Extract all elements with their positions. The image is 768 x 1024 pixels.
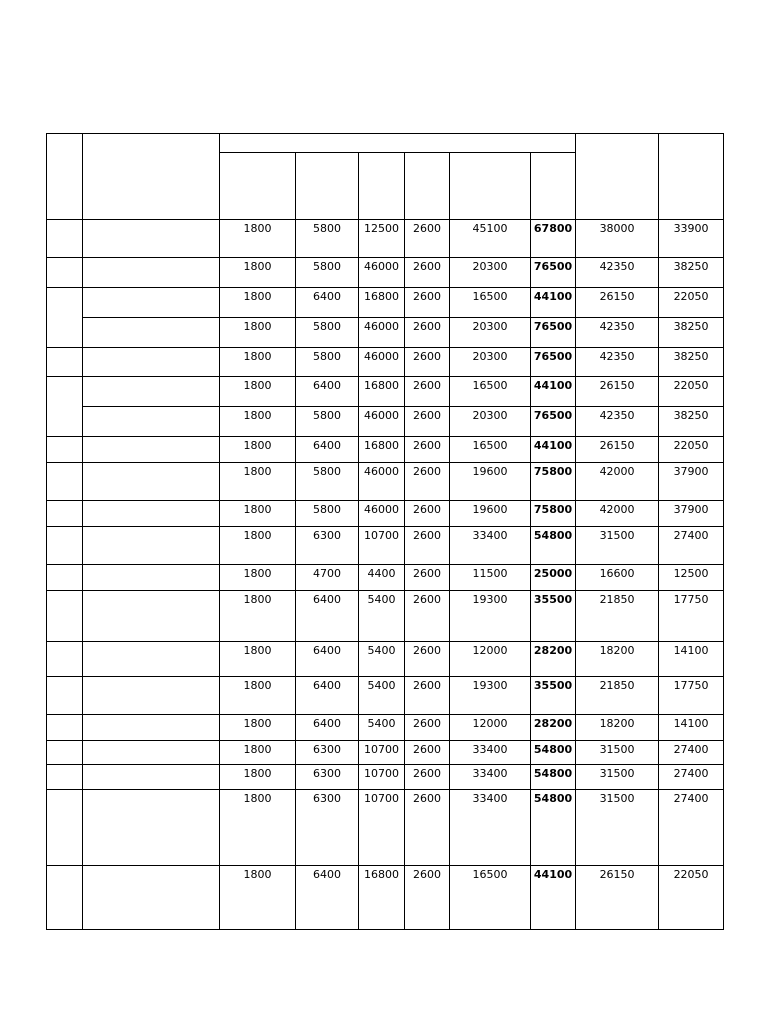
name-cell xyxy=(83,463,220,501)
serial-cell xyxy=(47,437,83,463)
value-cell: 22050 xyxy=(659,377,724,407)
value-cell: 27400 xyxy=(659,741,724,765)
serial-cell xyxy=(47,348,83,377)
name-cell xyxy=(83,642,220,677)
value-cell: 6400 xyxy=(296,677,359,715)
value-cell: 2600 xyxy=(405,407,450,437)
value-cell: 2600 xyxy=(405,463,450,501)
value-cell: 46000 xyxy=(359,348,405,377)
subheader-cell xyxy=(359,153,405,220)
value-cell: 2600 xyxy=(405,591,450,642)
total-cell: 44100 xyxy=(531,437,576,463)
value-cell: 6400 xyxy=(296,642,359,677)
name-cell xyxy=(83,765,220,790)
value-cell: 5800 xyxy=(296,463,359,501)
subheader-cell xyxy=(405,153,450,220)
value-cell: 18200 xyxy=(576,715,659,741)
table-row xyxy=(47,501,724,527)
value-cell: 26150 xyxy=(576,377,659,407)
value-cell: 2600 xyxy=(405,220,450,258)
value-cell: 42350 xyxy=(576,258,659,288)
value-cell: 1800 xyxy=(220,527,296,565)
value-cell: 20300 xyxy=(450,407,531,437)
value-cell: 2600 xyxy=(405,677,450,715)
value-cell: 16800 xyxy=(359,377,405,407)
name-cell xyxy=(83,407,220,437)
value-cell: 1800 xyxy=(220,866,296,930)
value-cell: 5800 xyxy=(296,407,359,437)
name-cell xyxy=(83,866,220,930)
value-cell: 1800 xyxy=(220,437,296,463)
value-cell: 27400 xyxy=(659,765,724,790)
table-row xyxy=(47,407,724,437)
value-cell: 22050 xyxy=(659,288,724,318)
table-row xyxy=(47,790,724,866)
name-cell xyxy=(83,715,220,741)
value-cell: 5800 xyxy=(296,348,359,377)
value-cell: 27400 xyxy=(659,790,724,866)
value-cell: 12000 xyxy=(450,642,531,677)
value-cell: 2600 xyxy=(405,348,450,377)
value-cell: 6400 xyxy=(296,377,359,407)
table-body xyxy=(47,134,724,930)
value-cell: 6300 xyxy=(296,790,359,866)
value-cell: 38250 xyxy=(659,258,724,288)
subheader-cell xyxy=(296,153,359,220)
serial-cell xyxy=(47,790,83,866)
name-cell xyxy=(83,591,220,642)
value-cell: 16500 xyxy=(450,377,531,407)
value-cell: 2600 xyxy=(405,790,450,866)
name-cell xyxy=(83,527,220,565)
total-cell: 28200 xyxy=(531,715,576,741)
value-cell: 5800 xyxy=(296,501,359,527)
value-cell: 1800 xyxy=(220,288,296,318)
value-cell: 2600 xyxy=(405,501,450,527)
name-cell xyxy=(83,348,220,377)
value-cell: 5400 xyxy=(359,642,405,677)
value-cell: 12500 xyxy=(659,565,724,591)
value-cell: 42350 xyxy=(576,348,659,377)
value-cell: 17750 xyxy=(659,677,724,715)
value-cell: 33400 xyxy=(450,790,531,866)
total-cell: 35500 xyxy=(531,591,576,642)
serial-cell xyxy=(47,288,83,348)
value-cell: 2600 xyxy=(405,288,450,318)
value-cell: 38250 xyxy=(659,348,724,377)
value-cell: 2600 xyxy=(405,527,450,565)
total-cell: 54800 xyxy=(531,790,576,866)
total-cell: 76500 xyxy=(531,407,576,437)
total-cell: 76500 xyxy=(531,348,576,377)
serial-cell xyxy=(47,591,83,642)
total-cell: 76500 xyxy=(531,258,576,288)
value-cell: 22050 xyxy=(659,437,724,463)
table-row xyxy=(47,220,724,258)
value-cell: 16800 xyxy=(359,288,405,318)
value-cell: 5400 xyxy=(359,591,405,642)
serial-cell xyxy=(47,715,83,741)
value-cell: 11500 xyxy=(450,565,531,591)
name-cell xyxy=(83,288,220,318)
value-cell: 1800 xyxy=(220,715,296,741)
table-row xyxy=(47,715,724,741)
table-row xyxy=(47,741,724,765)
name-cell xyxy=(83,258,220,288)
table-row xyxy=(47,288,724,318)
value-cell: 37900 xyxy=(659,501,724,527)
value-cell: 46000 xyxy=(359,407,405,437)
value-cell: 6400 xyxy=(296,437,359,463)
total-cell: 25000 xyxy=(531,565,576,591)
value-cell: 20300 xyxy=(450,318,531,348)
value-cell: 1800 xyxy=(220,741,296,765)
value-cell: 45100 xyxy=(450,220,531,258)
value-cell: 16800 xyxy=(359,437,405,463)
value-cell: 6400 xyxy=(296,866,359,930)
value-cell: 27400 xyxy=(659,527,724,565)
table-row xyxy=(47,527,724,565)
value-cell: 5800 xyxy=(296,258,359,288)
value-cell: 16800 xyxy=(359,866,405,930)
value-cell: 5800 xyxy=(296,318,359,348)
total-cell: 75800 xyxy=(531,463,576,501)
table-row xyxy=(47,642,724,677)
value-cell: 1800 xyxy=(220,565,296,591)
header-cell-col10 xyxy=(659,134,724,220)
subheader-cell xyxy=(450,153,531,220)
serial-cell xyxy=(47,527,83,565)
value-cell: 18200 xyxy=(576,642,659,677)
value-cell: 6400 xyxy=(296,288,359,318)
name-cell xyxy=(83,790,220,866)
total-cell: 76500 xyxy=(531,318,576,348)
name-cell xyxy=(83,220,220,258)
value-cell: 22050 xyxy=(659,866,724,930)
value-cell: 2600 xyxy=(405,318,450,348)
table-row xyxy=(47,765,724,790)
value-cell: 4400 xyxy=(359,565,405,591)
value-cell: 1800 xyxy=(220,318,296,348)
value-cell: 20300 xyxy=(450,348,531,377)
value-cell: 2600 xyxy=(405,377,450,407)
value-cell: 33400 xyxy=(450,765,531,790)
value-cell: 16500 xyxy=(450,437,531,463)
value-cell: 6300 xyxy=(296,765,359,790)
value-cell: 21850 xyxy=(576,591,659,642)
value-cell: 2600 xyxy=(405,715,450,741)
value-cell: 19300 xyxy=(450,677,531,715)
value-cell: 6400 xyxy=(296,591,359,642)
value-cell: 1800 xyxy=(220,591,296,642)
value-cell: 31500 xyxy=(576,765,659,790)
table-row xyxy=(47,318,724,348)
table-row xyxy=(47,463,724,501)
value-cell: 6400 xyxy=(296,715,359,741)
value-cell: 1800 xyxy=(220,765,296,790)
value-cell: 10700 xyxy=(359,765,405,790)
value-cell: 5400 xyxy=(359,677,405,715)
value-cell: 6300 xyxy=(296,527,359,565)
value-cell: 42350 xyxy=(576,407,659,437)
value-cell: 33400 xyxy=(450,741,531,765)
value-cell: 37900 xyxy=(659,463,724,501)
name-cell xyxy=(83,437,220,463)
value-cell: 46000 xyxy=(359,318,405,348)
value-cell: 14100 xyxy=(659,642,724,677)
serial-cell xyxy=(47,463,83,501)
value-cell: 38250 xyxy=(659,318,724,348)
value-cell: 14100 xyxy=(659,715,724,741)
total-cell: 54800 xyxy=(531,527,576,565)
name-cell xyxy=(83,565,220,591)
header-cell-serial xyxy=(47,134,83,220)
subheader-cell xyxy=(220,153,296,220)
serial-cell xyxy=(47,220,83,258)
value-cell: 42350 xyxy=(576,318,659,348)
value-cell: 21850 xyxy=(576,677,659,715)
value-cell: 5800 xyxy=(296,220,359,258)
name-cell xyxy=(83,501,220,527)
header-cell-group xyxy=(220,134,576,153)
table-row xyxy=(47,258,724,288)
total-cell: 67800 xyxy=(531,220,576,258)
value-cell: 1800 xyxy=(220,407,296,437)
value-cell: 12000 xyxy=(450,715,531,741)
value-cell: 2600 xyxy=(405,741,450,765)
value-cell: 10700 xyxy=(359,790,405,866)
total-cell: 35500 xyxy=(531,677,576,715)
total-cell: 54800 xyxy=(531,765,576,790)
value-cell: 16500 xyxy=(450,288,531,318)
value-cell: 33400 xyxy=(450,527,531,565)
header-row xyxy=(47,134,724,153)
value-cell: 33900 xyxy=(659,220,724,258)
value-cell: 1800 xyxy=(220,348,296,377)
value-cell: 16500 xyxy=(450,866,531,930)
value-cell: 42000 xyxy=(576,463,659,501)
total-cell: 44100 xyxy=(531,288,576,318)
value-cell: 19300 xyxy=(450,591,531,642)
serial-cell xyxy=(47,377,83,437)
fee-table xyxy=(46,133,724,930)
name-cell xyxy=(83,318,220,348)
value-cell: 5400 xyxy=(359,715,405,741)
total-cell: 28200 xyxy=(531,642,576,677)
serial-cell xyxy=(47,501,83,527)
value-cell: 19600 xyxy=(450,463,531,501)
value-cell: 2600 xyxy=(405,765,450,790)
name-cell xyxy=(83,741,220,765)
value-cell: 19600 xyxy=(450,501,531,527)
table-row xyxy=(47,377,724,407)
value-cell: 1800 xyxy=(220,258,296,288)
value-cell: 1800 xyxy=(220,377,296,407)
value-cell: 46000 xyxy=(359,258,405,288)
value-cell: 1800 xyxy=(220,220,296,258)
subheader-cell xyxy=(531,153,576,220)
total-cell: 54800 xyxy=(531,741,576,765)
value-cell: 12500 xyxy=(359,220,405,258)
header-cell-name xyxy=(83,134,220,220)
table-row xyxy=(47,591,724,642)
value-cell: 2600 xyxy=(405,437,450,463)
name-cell xyxy=(83,677,220,715)
value-cell: 1800 xyxy=(220,463,296,501)
value-cell: 2600 xyxy=(405,866,450,930)
table-row xyxy=(47,565,724,591)
table-row xyxy=(47,866,724,930)
serial-cell xyxy=(47,642,83,677)
value-cell: 1800 xyxy=(220,677,296,715)
value-cell: 38000 xyxy=(576,220,659,258)
value-cell: 2600 xyxy=(405,565,450,591)
value-cell: 20300 xyxy=(450,258,531,288)
name-cell xyxy=(83,377,220,407)
value-cell: 6300 xyxy=(296,741,359,765)
serial-cell xyxy=(47,258,83,288)
value-cell: 1800 xyxy=(220,790,296,866)
serial-cell xyxy=(47,677,83,715)
value-cell: 26150 xyxy=(576,288,659,318)
serial-cell xyxy=(47,565,83,591)
total-cell: 75800 xyxy=(531,501,576,527)
header-cell-col9 xyxy=(576,134,659,220)
table-row xyxy=(47,437,724,463)
value-cell: 4700 xyxy=(296,565,359,591)
table-row xyxy=(47,348,724,377)
value-cell: 10700 xyxy=(359,527,405,565)
value-cell: 2600 xyxy=(405,642,450,677)
value-cell: 31500 xyxy=(576,527,659,565)
value-cell: 16600 xyxy=(576,565,659,591)
value-cell: 1800 xyxy=(220,642,296,677)
serial-cell xyxy=(47,866,83,930)
value-cell: 46000 xyxy=(359,463,405,501)
total-cell: 44100 xyxy=(531,866,576,930)
value-cell: 38250 xyxy=(659,407,724,437)
value-cell: 31500 xyxy=(576,741,659,765)
value-cell: 17750 xyxy=(659,591,724,642)
total-cell: 44100 xyxy=(531,377,576,407)
table-row xyxy=(47,677,724,715)
value-cell: 26150 xyxy=(576,437,659,463)
serial-cell xyxy=(47,741,83,765)
value-cell: 10700 xyxy=(359,741,405,765)
serial-cell xyxy=(47,765,83,790)
value-cell: 42000 xyxy=(576,501,659,527)
value-cell: 31500 xyxy=(576,790,659,866)
value-cell: 1800 xyxy=(220,501,296,527)
value-cell: 46000 xyxy=(359,501,405,527)
value-cell: 26150 xyxy=(576,866,659,930)
value-cell: 2600 xyxy=(405,258,450,288)
